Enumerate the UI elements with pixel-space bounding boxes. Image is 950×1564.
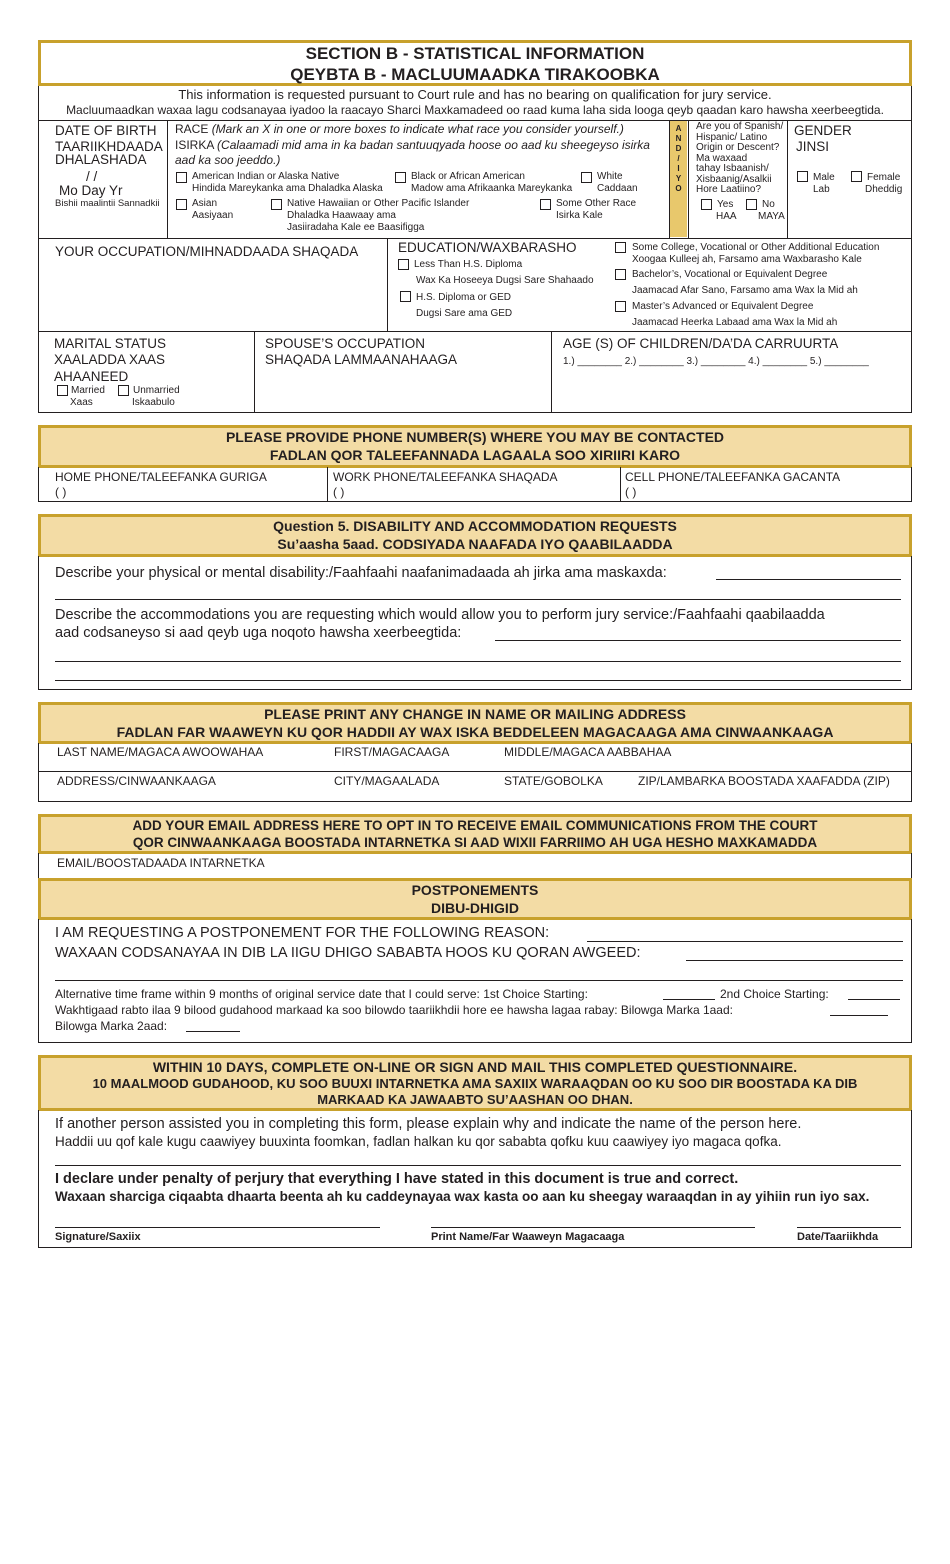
section-b-intro bbox=[38, 86, 912, 120]
gender-male-checkbox[interactable] bbox=[797, 171, 808, 182]
city-label: CITY/MAGAALADA bbox=[334, 774, 440, 788]
disability-answer-line[interactable] bbox=[716, 579, 901, 580]
race-option-white: White bbox=[597, 171, 623, 182]
education-label: EDUCATION/WAXBARASHO bbox=[398, 240, 577, 255]
date-line[interactable] bbox=[797, 1227, 901, 1228]
disability-answer-line-2[interactable] bbox=[55, 599, 901, 600]
race-option-other-so: Isirka Kale bbox=[556, 210, 603, 221]
edu-checkbox-some-college[interactable] bbox=[615, 242, 626, 253]
section-b-title-en: SECTION B - STATISTICAL INFORMATION bbox=[305, 44, 645, 63]
race-option-american-indian-so: Hindida Mareykanka ama Dhaladka Alaska bbox=[192, 183, 383, 194]
hispanic-question: Are you of Spanish/ Hispanic/ Latino Origin or Descent? Ma waxaad tahay Isbaanish/ Xisbaanig/Asalkii Hore Laatiino? bbox=[696, 121, 784, 195]
gender-female-label: Female bbox=[867, 172, 901, 183]
dob-label-so2: DHALASHADA bbox=[55, 152, 147, 167]
edu-option-hs-so: Dugsi Sare ama GED bbox=[416, 308, 513, 319]
final-title-en: WITHIN 10 DAYS, COMPLETE ON-LINE OR SIGN AND MAIL THIS COMPLETED QUESTIONNAIRE. bbox=[152, 1059, 798, 1075]
edu-checkbox-bachelors[interactable] bbox=[615, 269, 626, 280]
edu-option-hs: H.S. Diploma or GED bbox=[416, 292, 512, 303]
state-label: STATE/GOBOLKA bbox=[504, 774, 603, 788]
final-header bbox=[38, 1055, 912, 1111]
hispanic-no-checkbox[interactable] bbox=[746, 199, 757, 210]
date-label: Date/Taariikhda bbox=[797, 1231, 879, 1243]
marital-unmarried-so: Iskaabulo bbox=[132, 397, 175, 408]
final-title-so2: MARKAAD KA JAWAABTO SU’AASHAN OO DHAN. bbox=[317, 1092, 633, 1107]
gender-female-checkbox[interactable] bbox=[851, 171, 862, 182]
marital-label-so1: XAALADDA XAAS bbox=[54, 352, 166, 367]
accommodation-answer-line[interactable] bbox=[495, 640, 901, 641]
race-option-white-so: Caddaan bbox=[597, 183, 638, 194]
race-checkbox-pacific[interactable] bbox=[271, 199, 282, 210]
postpone-reason-line[interactable] bbox=[587, 941, 903, 942]
postpone-reason-label-so: WAXAAN CODSANAYAA IN DIB LA IIGU DHIGO SABABTA HOOS KU QORAN AWGEED: bbox=[55, 945, 641, 961]
signature-line[interactable] bbox=[55, 1227, 380, 1228]
edu-checkbox-less-hs[interactable] bbox=[398, 259, 409, 270]
race-option-american-indian: American Indian or Alaska Native bbox=[192, 171, 340, 182]
address-header bbox=[38, 702, 912, 744]
dob-units: Mo Day Yr bbox=[59, 183, 123, 198]
signature-label: Signature/Saxiix bbox=[55, 1231, 141, 1243]
and-iyo-strip: A N D / I Y O bbox=[670, 121, 687, 237]
work-phone-field[interactable]: ( ) bbox=[333, 485, 345, 499]
email-title-so: QOR CINWAANKAAGA BOOSTADA INTARNETKA SI AAD WIXII FARRIIMO AH UGA HESHO MAXKAMADDA bbox=[132, 835, 818, 850]
race-label-so: ISIRKA (Calaamadi mid ama in ka badan santuuqyada hoose oo aad ku sheegeyso isirka bbox=[175, 138, 650, 152]
assist-label-so: Haddii uu qof kale kugu caawiyey buuxinta foomkan, fadlan halkan ku qor sababta qofku kuu caawiyey iyo magaca qofka. bbox=[55, 1134, 782, 1149]
edu-option-bachelors-so: Jaamacad Afar Sano, Farsamo ama Wax la Mid ah bbox=[632, 285, 858, 296]
race-label-so-note: aad ka soo jeeddo.) bbox=[175, 153, 281, 167]
race-checkbox-black[interactable] bbox=[395, 172, 406, 183]
postpone-reason-line-3[interactable] bbox=[55, 980, 903, 981]
race-option-black: Black or African American bbox=[411, 171, 525, 182]
postpone-title-en: POSTPONEMENTS bbox=[411, 882, 539, 898]
dob-slashes[interactable]: / / bbox=[86, 169, 98, 184]
address-title-en: PLEASE PRINT ANY CHANGE IN NAME OR MAILING ADDRESS bbox=[264, 706, 686, 722]
marital-married-label: Married bbox=[71, 385, 105, 396]
accommodation-question: Describe the accommodations you are requesting which would allow you to perform jury service:/Faahfaahi qaabilaadda bbox=[55, 607, 825, 623]
email-label: EMAIL/BOOSTADAADA INTARNETKA bbox=[57, 856, 265, 870]
race-option-black-so: Madow ama Afrikaanka Mareykanka bbox=[411, 183, 573, 194]
hispanic-no-so: MAYA bbox=[758, 211, 785, 222]
marital-unmarried-label: Unmarried bbox=[133, 385, 180, 396]
alt-timeframe-label: Alternative time frame within 9 months of original service date that I could serve: 1st Choice Starting: bbox=[55, 987, 588, 1001]
final-title-so1: 10 MAALMOOD GUDAHOOD, KU SOO BUUXI INTARNETKA AMA SAXIIX WARAAQDAN OO KU SOO DIR BOOSTADA KA DIB bbox=[92, 1076, 858, 1091]
edu-option-some-college: Some College, Vocational or Other Additional Education bbox=[632, 242, 880, 253]
last-name-label: LAST NAME/MAGACA AWOOWAHAA bbox=[57, 745, 264, 759]
address-title-so: FADLAN FAR WAAWEYN KU QOR HADDII AY WAX ISKA BEDDELEEN MAGACAAGA AMA CINWAANKAAGA bbox=[116, 724, 834, 740]
edu-option-bachelors: Bachelor’s, Vocational or Equivalent Degree bbox=[632, 269, 828, 280]
phone-header bbox=[38, 425, 912, 468]
marital-married-so: Xaas bbox=[70, 397, 93, 408]
middle-name-label: MIDDLE/MAGACA AABBAHAA bbox=[504, 745, 672, 759]
marital-unmarried-checkbox[interactable] bbox=[118, 385, 129, 396]
edu-checkbox-hs[interactable] bbox=[400, 291, 411, 302]
first-name-label: FIRST/MAGACAAGA bbox=[334, 745, 450, 759]
spouse-label: SPOUSE’S OCCUPATION bbox=[265, 336, 426, 351]
gender-label: GENDER bbox=[794, 123, 852, 138]
cell-phone-label: CELL PHONE/TALEEFANKA GACANTA bbox=[625, 470, 841, 484]
print-name-line[interactable] bbox=[431, 1227, 755, 1228]
disability-header bbox=[38, 514, 912, 557]
print-name-label: Print Name/Far Waaweyn Magacaaga bbox=[431, 1231, 625, 1243]
race-option-pacific-so2: Jasiiradaha Kale ee Baasifigga bbox=[287, 222, 425, 233]
race-checkbox-other[interactable] bbox=[540, 199, 551, 210]
edu-option-less-hs-so: Wax Ka Hoseeya Dugsi Sare Shahaado bbox=[416, 275, 594, 286]
work-phone-label: WORK PHONE/TALEEFANKA SHAQADA bbox=[333, 470, 558, 484]
race-option-asian: Asian bbox=[192, 198, 218, 209]
disability-title-so: Su’aasha 5aad. CODSIYADA NAAFADA IYO QAABILAADDA bbox=[277, 536, 673, 552]
children-label: AGE (S) OF CHILDREN/DA’DA CARRUURTA bbox=[563, 336, 839, 351]
race-option-asian-so: Aasiyaan bbox=[192, 210, 234, 221]
postpone-reason-label: I AM REQUESTING A POSTPONEMENT FOR THE FOLLOWING REASON: bbox=[55, 925, 550, 941]
second-choice-line[interactable] bbox=[848, 999, 900, 1000]
postpone-title-so: DIBU-DHIGID bbox=[431, 900, 519, 916]
declaration-en: I declare under penalty of perjury that everything I have stated in this document is true and correct. bbox=[55, 1171, 739, 1187]
hispanic-yes-so: HAA bbox=[716, 211, 737, 222]
postpone-reason-line-2[interactable] bbox=[686, 960, 903, 961]
gender-male-so: Lab bbox=[813, 184, 830, 195]
phone-title-so: FADLAN QOR TALEEFANNADA LAGAALA SOO XIRIIRI KARO bbox=[269, 447, 681, 463]
street-address-label: ADDRESS/CINWAANKAAGA bbox=[57, 774, 216, 788]
edu-option-some-college-so: Xoogaa Kulleej ah, Farsamo ama Waxbarasho Kale bbox=[632, 254, 862, 265]
disability-question: Describe your physical or mental disability:/Faahfaahi naafanimadaada ah jirka ama maskaxda: bbox=[55, 565, 667, 581]
home-phone-field[interactable]: ( ) bbox=[55, 485, 67, 499]
race-option-pacific: Native Hawaiian or Other Pacific Islander bbox=[287, 198, 470, 209]
home-phone-label: HOME PHONE/TALEEFANKA GURIGA bbox=[55, 470, 267, 484]
race-option-pacific-so: Dhaladka Haawaay ama bbox=[287, 210, 396, 221]
accommodation-answer-line-3[interactable] bbox=[55, 680, 901, 681]
intro-en: This information is requested pursuant to Court rule and has no bearing on qualification for jury service. bbox=[178, 87, 772, 102]
dob-label: DATE OF BIRTH bbox=[55, 123, 157, 138]
marital-label: MARITAL STATUS bbox=[54, 336, 167, 351]
phone-title-en: PLEASE PROVIDE PHONE NUMBER(S) WHERE YOU MAY BE CONTACTED bbox=[225, 429, 725, 445]
hispanic-yes-label: Yes bbox=[717, 199, 734, 210]
accommodation-question-2: aad codsaneyso si aad qeyb uga noqoto hawsha xeerbeegtida: bbox=[55, 625, 462, 641]
declaration-so: Waxaan sharciga ciqaabta dhaarta beenta ah ku caddeynayaa wax kasta oo aan ku sheegay waraaqdan in ay yihiin run iyo sax. bbox=[55, 1189, 870, 1204]
alt-timeframe-label-so: Wakhtigaad rabto ilaa 9 bilood gudahood markaad ka soo bilowdo taariikhdii hore ee hawsha lagaa rabay: Bilowga Marka 1aad: bbox=[55, 1003, 733, 1017]
marital-label-so2: AHAANEED bbox=[54, 369, 129, 384]
occupation-label: YOUR OCCUPATION/MIHNADDAADA SHAQADA bbox=[55, 244, 359, 259]
intro-so: Macluumaadkan waxaa lagu codsanayaa iyadoo la raacayo Sharci Maxkamadeed oo raad kuma laha sida looga qeyb qaadan karo hawsha xeerbeegtida. bbox=[66, 103, 884, 117]
gender-male-label: Male bbox=[813, 172, 835, 183]
assist-answer-line[interactable] bbox=[55, 1165, 901, 1166]
edu-checkbox-masters[interactable] bbox=[615, 301, 626, 312]
zip-label: ZIP/LAMBARKA BOOSTADA XAAFADDA (ZIP) bbox=[638, 774, 890, 788]
children-blanks[interactable]: 1.) ________ 2.) ________ 3.) ________ 4.) ________ 5.) ________ bbox=[563, 356, 869, 367]
first-choice-line[interactable] bbox=[663, 999, 715, 1000]
second-choice-line-so[interactable] bbox=[186, 1031, 240, 1032]
race-option-other: Some Other Race bbox=[556, 198, 637, 209]
second-choice-label-so: Bilowga Marka 2aad: bbox=[55, 1019, 168, 1033]
first-choice-line-so[interactable] bbox=[830, 1015, 888, 1016]
gender-female-so: Dheddig bbox=[865, 184, 903, 195]
edu-option-masters: Master’s Advanced or Equivalent Degree bbox=[632, 301, 814, 312]
gender-label-so: JINSI bbox=[796, 139, 830, 154]
dob-label-so1: TAARIIKHDAADA bbox=[55, 139, 163, 154]
postpone-header bbox=[38, 878, 912, 920]
spouse-label-so: SHAQADA LAMMAANAHAAGA bbox=[265, 352, 458, 367]
accommodation-answer-line-2[interactable] bbox=[55, 661, 901, 662]
cell-phone-field[interactable]: ( ) bbox=[625, 485, 637, 499]
second-choice-label: 2nd Choice Starting: bbox=[720, 987, 829, 1001]
hispanic-no-label: No bbox=[762, 199, 775, 210]
section-b-title-so: QEYBTA B - MACLUUMAADKA TIRAKOOBKA bbox=[290, 65, 660, 84]
race-checkbox-white[interactable] bbox=[581, 172, 592, 183]
email-header bbox=[38, 814, 912, 854]
edu-option-masters-so: Jaamacad Heerka Labaad ama Wax la Mid ah bbox=[632, 317, 838, 328]
assist-label: If another person assisted you in completing this form, please explain why and indicate the name of the person here. bbox=[55, 1116, 802, 1132]
marital-married-checkbox[interactable] bbox=[57, 385, 68, 396]
race-checkbox-american-indian[interactable] bbox=[176, 172, 187, 183]
race-checkbox-asian[interactable] bbox=[176, 199, 187, 210]
edu-option-less-hs: Less Than H.S. Diploma bbox=[414, 259, 523, 270]
race-label: RACE (Mark an X in one or more boxes to indicate what race you consider yourself.) bbox=[175, 122, 624, 136]
section-b-header bbox=[38, 40, 912, 86]
disability-title-en: Question 5. DISABILITY AND ACCOMMODATION REQUESTS bbox=[273, 518, 677, 534]
email-title-en: ADD YOUR EMAIL ADDRESS HERE TO OPT IN TO RECEIVE EMAIL COMMUNICATIONS FROM THE COURT bbox=[132, 818, 818, 833]
hispanic-yes-checkbox[interactable] bbox=[701, 199, 712, 210]
dob-units-so: Bishii maalintii Sannadkii bbox=[55, 198, 160, 209]
